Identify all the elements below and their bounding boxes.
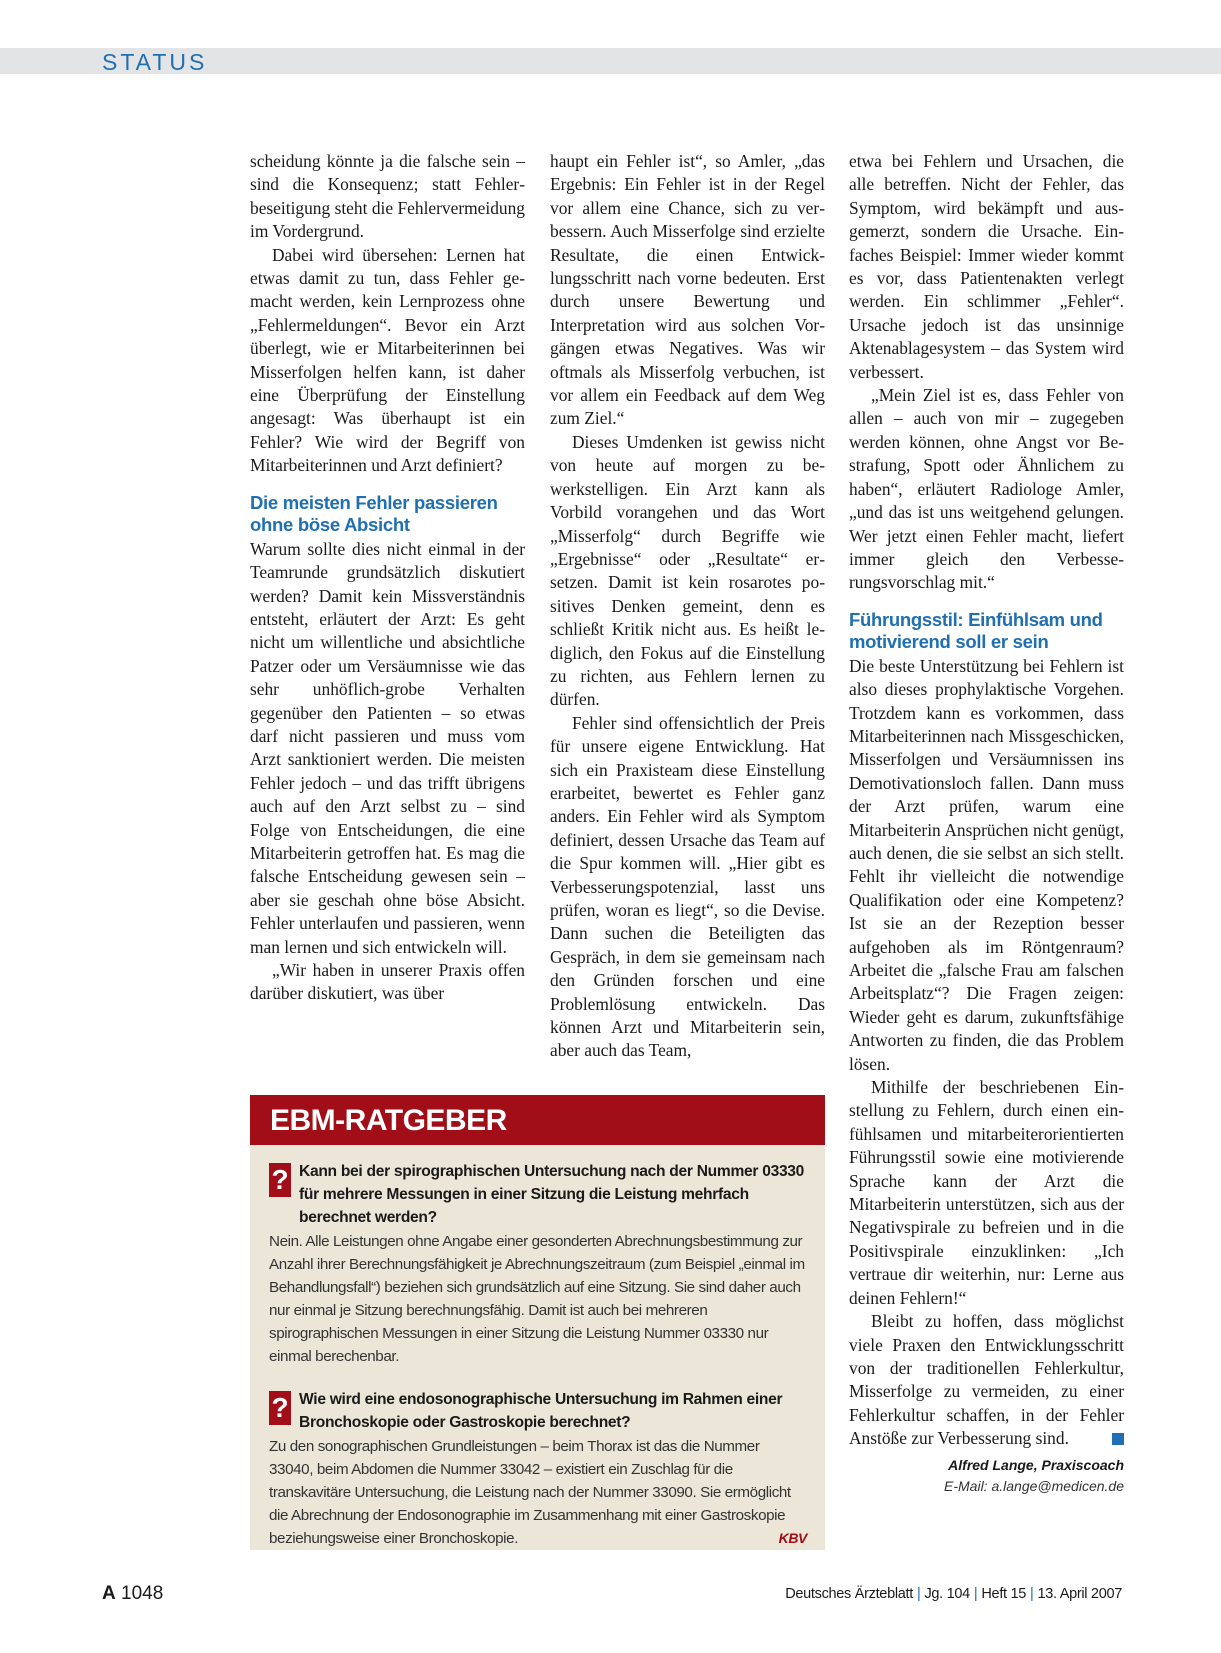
column-1	[250, 150, 525, 1006]
paragraph: etwa bei Fehlern und Ursachen, die alle betreffen. Nicht der Fehler, das Symptom, wird bekämpft und ausgemerzt, sondern die Ursache. Einfaches Beispiel: Immer wieder kommt es vor, dass Patientenakten verlegt werden. Ein schlimmer „Fehler“. Ursache jedoch ist das unsinnige Aktenablagesystem – das System wird verbessert.	[849, 151, 1124, 382]
journal-name: Deutsches Ärzteblatt	[785, 1586, 913, 1602]
paragraph-last	[849, 1310, 1124, 1450]
author-email: E-Mail: a.lange@medicen.de	[944, 1477, 1124, 1494]
paragraph: scheidung könnte ja die falsche sein – sind die Konsequenz; statt Fehlerbeseitigung steht die Fehlervermeidung im Vordergrund.	[250, 151, 525, 242]
author: Alfred Lange, Praxiscoach	[948, 1456, 1124, 1473]
answer	[269, 1435, 807, 1550]
paragraph: Warum sollte dies nicht einmal in der Teamrunde grundsätzlich diskutiert werden? Damit kein Missverständnis entsteht, erläutert der Arzt: Es geht nicht um willentliche und absichtliche Patzer oder um Versäumnisse wie das sehr unhöflich-grobe Verhalten gegenüber den Patienten – so etwas darf nicht passieren und muss vom Arzt sanktioniert werden. Die meisten Fehler jedoch – und das trifft übrigens auch auf den Arzt selbst zu – sind Folge von Entscheidungen, die eine Mitarbeiterin getroffen hat. Es mag die falsche Entscheidung gewesen sein – aber sie geschah ohne böse Absicht. Fehler unterlaufen und passieren, wenn man lernen und sich entwickeln will.	[250, 538, 525, 957]
paragraph: „Mein Ziel ist es, dass Fehler von allen – auch von mir – zugegeben werden können, ohne Angst vor Bestrafung, Spott oder Ähnlichem zu haben“, erläutert Radiologe Amler, „und das ist uns weitgehend gelungen. Wer jetzt einen Fehler macht, liefert immer gleich den Verbesserungsvorschlag mit.“	[849, 385, 1124, 593]
end-mark-icon	[1112, 1433, 1124, 1445]
page-number-value: 1048	[121, 1583, 164, 1604]
page-prefix: A	[102, 1583, 116, 1604]
separator: |	[1030, 1586, 1034, 1602]
ebm-title: EBM-RATGEBER	[250, 1095, 825, 1145]
question-mark-icon: ?	[269, 1391, 291, 1425]
paragraph-text: Bleibt zu hoffen, dass möglichst viele Praxen den Entwicklungsschritt von der traditionellen Fehlerkultur, Misserfolge zu vermeiden, zu einer Fehlerkultur schaffen, in der Fehler Anstöße zur Verbesserung sind.	[849, 1311, 1124, 1449]
question: Wie wird eine endosonographische Untersuchung im Rahmen einer Bronchoskopie oder Gastroskopie berechnet?	[299, 1391, 783, 1431]
paragraph: haupt ein Fehler ist“, so Amler, „das Ergebnis: Ein Fehler ist in der Regel vor allem eine Chance, sich zu verbessern. Auch Misserfolge sind erzielte Resultate, die einen Entwicklungsschritt nach vorne bedeuten. Erst durch unsere Bewertung und Interpretation wird aus solchen Vorgängen etwas Negatives. Was wir oftmals als Misserfolg verbuchen, ist vor allem ein Feedback auf dem Weg zum Ziel.“	[550, 151, 825, 429]
answer-text: Zu den sonographischen Grundleistungen – beim Thorax ist das die Nummer 33040, beim Abdomen die Nummer 33042 – existiert ein Zuschlag für die transkavitäre Untersuchung, die Leistung nach der Nummer 33090. Sie ermöglicht die Abrechnung der Endosonographie im Zusammenhang mit einer Gastroskopie beziehungsweise einer Bronchoskopie.	[269, 1438, 791, 1547]
journal-volume: Jg. 104	[924, 1586, 970, 1602]
column-2	[550, 150, 825, 1063]
paragraph: Fehler sind offensichtlich der Preis für unsere eigene Entwicklung. Hat sich ein Praxisteam diese Einstellung erarbeitet, bewertet es Fehler ganz anders. Ein Fehler wird als Symptom definiert, dessen Ursache das Team auf die Spur kommen will. „Hier gibt es Verbesserungspotenzial, lasst uns prüfen, woran es liegt“, so die Devise. Dann suchen die Beteiligten das Gespräch, in dem sie gemeinsam nach den Gründen forschen und eine Problemlösung entwickeln. Das können Arzt und Mitarbeiterin sein, aber auch das Team,	[550, 712, 825, 1061]
journal-issue: Heft 15	[981, 1586, 1027, 1602]
question-mark-icon: ?	[269, 1163, 291, 1197]
journal-date: 13. April 2007	[1037, 1586, 1122, 1602]
section-label: STATUS	[102, 49, 208, 75]
paragraph: „Wir haben in unserer Praxis offen darüber diskutiert, was über	[250, 960, 525, 1004]
paragraph: Dabei wird übersehen: Lernen hat etwas damit zu tun, dass Fehler gemacht werden, kein Lernprozess ohne „Fehlermeldungen“. Bevor ein Arzt überlegt, wie er Mitarbeiterinnen bei Misserfolgen helfen kann, ist daher eine Überprüfung der Einstellung angesagt: Was überhaupt ist ein Fehler? Wie wird der Begriff von Mitarbeiterinnen und Arzt definiert?	[250, 244, 525, 476]
answer: Nein. Alle Leistungen ohne Angabe einer gesonderten Abrechnungsbestimmung zur Anzahl ihrer Berechnungsfähigkeit je Abrechnungszeitraum (zum Beispiel „einmal im Behandlungsfall“) beziehen sich grundsätzlich auf eine Sitzung. Sie sind daher auch nur einmal je Sitzung berechnungsfähig. Damit ist auch bei mehreren spirographischen Messungen in einer Sitzung die Leistung Nummer 03330 nur einmal berechenbar.	[269, 1233, 805, 1365]
question: Kann bei der spirographischen Untersuchung nach der Nummer 03330 für mehrere Messungen in einer Sitzung die Leistung mehrfach berechnet werden?	[299, 1163, 805, 1226]
byline	[849, 1455, 1124, 1497]
subheading: Führungsstil: Einfühlsam und motivierend soll er sein	[849, 608, 1103, 652]
paragraph: Dieses Umdenken ist gewiss nicht von heute auf morgen zu bewerkstelligen. Ein Arzt kann als Vorbild vorangehen und das Wort „Misserfolg“ durch Begriffe wie „Ergebnisse“ oder „Resultate“ ersetzen. Damit ist kein rosarotes positives Denken gemeint, denn es schließt Kritik nicht aus. Es heißt lediglich, den Fokus auf die Einstellung zu richten, aus Fehlern lernen zu dürfen.	[550, 431, 825, 710]
qa-item	[250, 1160, 825, 1368]
qa-item	[250, 1388, 825, 1550]
page-number	[102, 1583, 163, 1605]
journal-info	[785, 1586, 1122, 1602]
subheading: Die meisten Fehler passieren ohne böse Absicht	[250, 491, 498, 535]
separator: |	[973, 1586, 978, 1602]
column-3	[849, 150, 1124, 1497]
paragraph: Mithilfe der beschriebenen Einstellung zu Fehlern, durch einen einfühlsamen und mitarbeiterorientierten Führungsstil sowie eine motivierende Sprache kann der Arzt die Mitarbeiterin unterstützen, sich aus der Negativspirale zu befreien und in die Positivspirale einzuklinken: „Ich vertraue dir weiterhin, nur: Lerne aus deinen Fehlern!“	[849, 1077, 1124, 1308]
ebm-ratgeber-box	[250, 1095, 825, 1550]
paragraph: Die beste Unterstützung bei Fehlern ist also dieses prophylaktische Vorgehen. Trotzdem kann es vorkommen, dass Mitarbeiterinnen nach Missgeschicken, Misserfolgen und Versäumnissen ins Demotivationsloch fallen. Dann muss der Arzt prüfen, warum eine Mitarbeiterin Ansprüchen nicht genügt, auch denen, die sie selbst an sich stellt. Fehlt ihr vielleicht die notwendige Qualifikation oder eine Kompetenz? Ist sie an der Rezeption besser aufgehoben als im Röntgenraum? Arbeitet die „falsche Frau am falschen Arbeitsplatz“? Die Fragen zeigen: Wieder geht es darum, zukunftsfähige Antworten zu finden, die das Problem lösen.	[849, 655, 1124, 1074]
separator: |	[916, 1586, 921, 1602]
source-label: KBV	[778, 1530, 807, 1546]
